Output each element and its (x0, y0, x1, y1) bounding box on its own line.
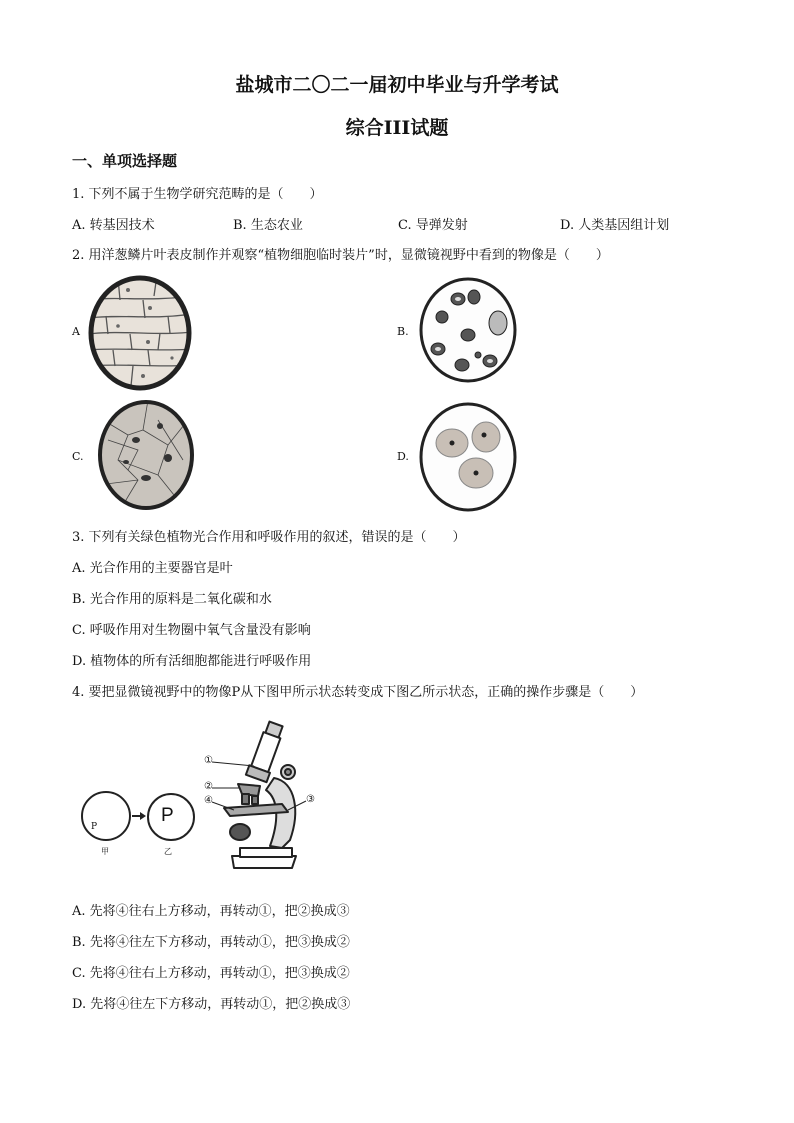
q1-option-d: D. 人类基因组计划 (560, 218, 670, 233)
q4-option-c: C. 先将④往右上方移动，再转动①，把③换成② (72, 966, 350, 981)
q4-option-a: A. 先将④往右上方移动，再转动①，把②换成③ (72, 904, 350, 919)
fig-p-small: P (91, 822, 98, 832)
question-3-stem: 3. 下列有关绿色植物光合作用和呼吸作用的叙述，错误的是（ ） (72, 530, 466, 545)
mark-1: ① (204, 755, 213, 766)
mark-4: ④ (204, 795, 213, 806)
q2-label-c: C. (72, 450, 84, 463)
mark-2: ② (204, 781, 213, 792)
q3-option-b: B. 光合作用的原料是二氧化碳和水 (72, 592, 272, 607)
q4-option-d: D. 先将④往左下方移动，再转动①，把②换成③ (72, 997, 351, 1012)
figure-a-onion-cells (88, 278, 192, 388)
fig-label-yi: 乙 (164, 847, 172, 856)
figure-microscope (204, 720, 322, 872)
figure-b-blood-cells (418, 277, 518, 383)
q4-option-b: B. 先将④往左下方移动，再转动①，把③换成② (72, 935, 350, 950)
q1-option-c: C. 导弹发射 (398, 218, 468, 233)
q2-label-a: A (72, 325, 80, 338)
section-heading: 一、单项选择题 (72, 152, 178, 170)
q3-option-d: D. 植物体的所有活细胞都能进行呼吸作用 (72, 654, 312, 669)
q3-option-c: C. 呼吸作用对生物圈中氧气含量没有影响 (72, 623, 311, 638)
figure-c-stained-cells (98, 400, 194, 510)
question-4-stem: 4. 要把显微镜视野中的物像P从下图甲所示状态转变成下图乙所示状态，正确的操作步骤是（ ） (72, 685, 644, 700)
figure-d-three-cells (418, 401, 518, 513)
q2-label-d: D. (397, 450, 409, 463)
question-2-stem: 2. 用洋葱鳞片叶表皮制作并观察“植物细胞临时装片”时，显微镜视野中看到的物像是（ ） (72, 248, 609, 263)
fig-p-big: P (161, 805, 174, 826)
fig-label-jia: 甲 (101, 847, 109, 856)
q2-label-b: B. (397, 325, 409, 338)
figure-fov-jia (80, 790, 132, 842)
arrow-icon (132, 811, 146, 821)
q1-option-b: B. 生态农业 (233, 218, 303, 233)
exam-title: 盐城市二〇二一届初中毕业与升学考试 (235, 74, 559, 96)
mark-3: ③ (306, 794, 315, 805)
exam-subtitle: 综合III试题 (345, 117, 449, 139)
q1-option-a: A. 转基因技术 (72, 218, 155, 233)
q3-option-a: A. 光合作用的主要器官是叶 (72, 561, 233, 576)
question-1-stem: 1. 下列不属于生物学研究范畴的是（ ） (72, 187, 323, 202)
